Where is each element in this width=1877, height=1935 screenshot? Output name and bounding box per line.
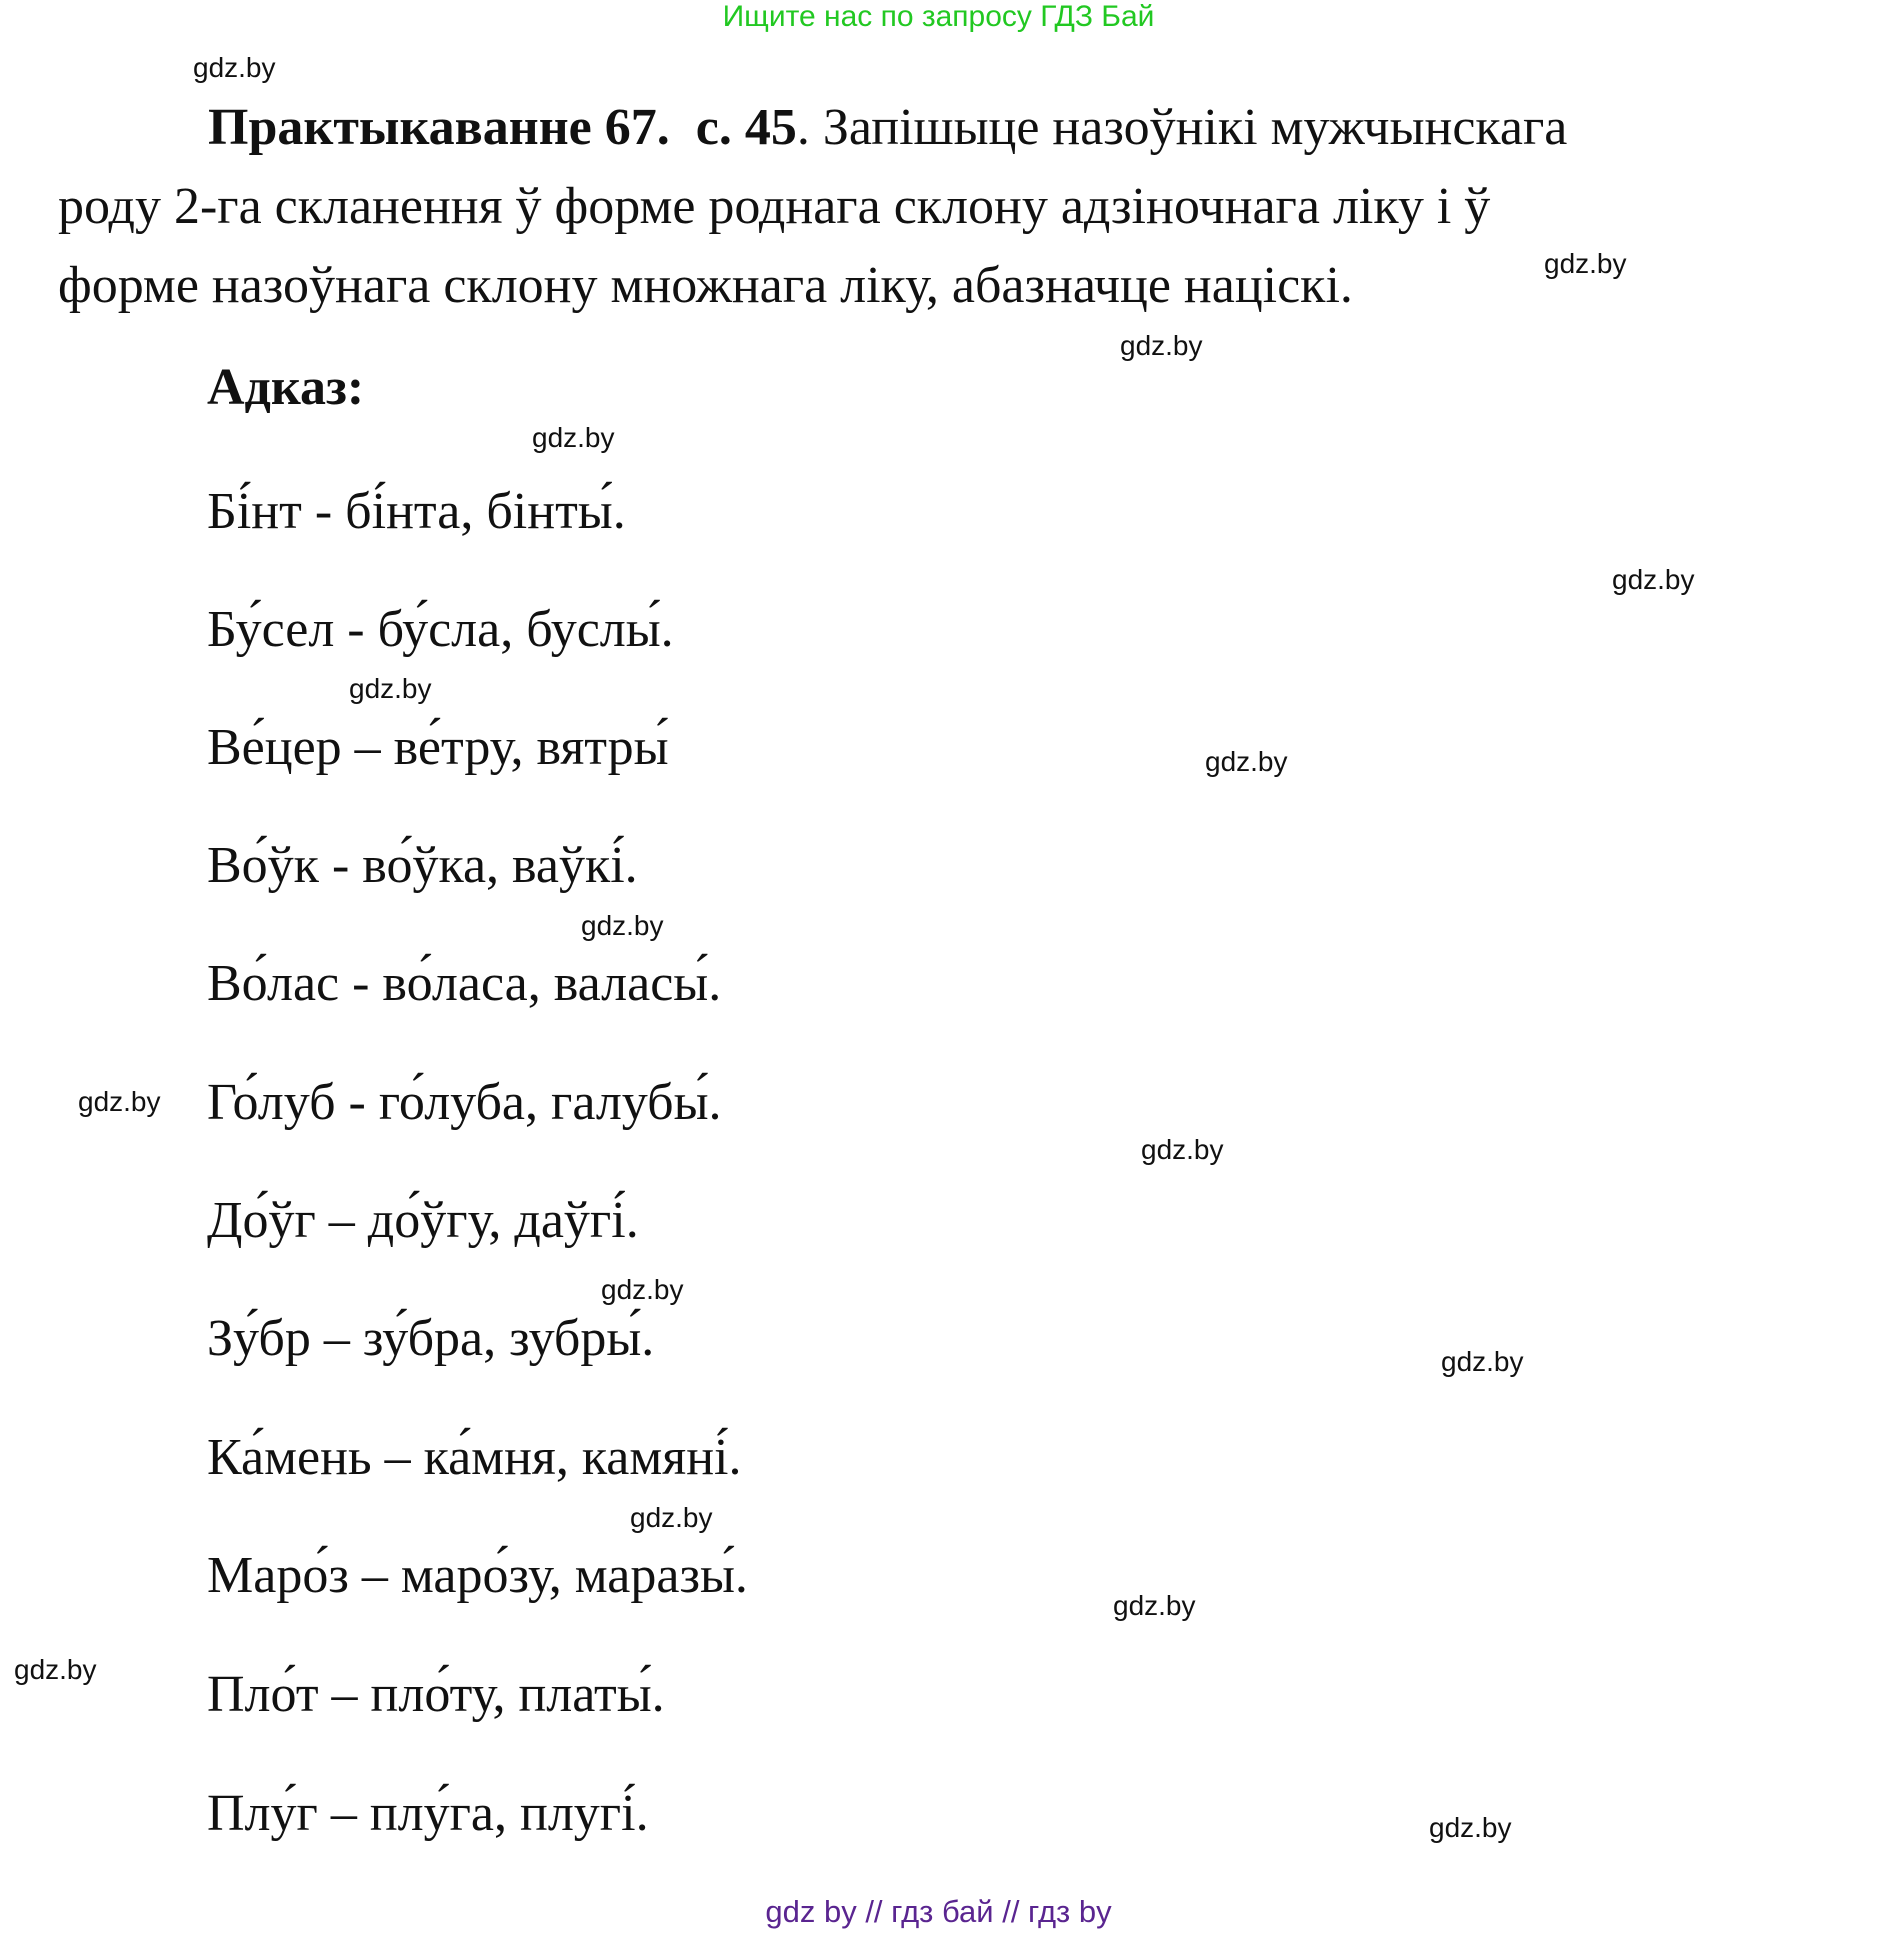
answer-heading: Адказ: (207, 359, 365, 416)
watermark: gdz.by (78, 1086, 161, 1117)
answer-item: Го́луб - го́луба, галубы́. (207, 1074, 722, 1131)
watermark: gdz.by (1205, 746, 1288, 777)
answer-item: Плу́г – плу́га, плугі́. (207, 1785, 649, 1842)
watermark: gdz.by (1612, 564, 1695, 595)
footer-links[interactable]: gdz by // гдз бай // гдз by (765, 1894, 1112, 1929)
watermark: gdz.by (1544, 248, 1627, 279)
watermark: gdz.by (532, 422, 615, 453)
task-number: Практыкаванне 67. (208, 99, 670, 156)
answer-item: Ка́мень – ка́мня, камяні́. (207, 1429, 742, 1486)
task-line-1 (58, 88, 1778, 167)
top-banner: Ищите нас по запросу ГДЗ Бай (722, 0, 1155, 33)
watermark: gdz.by (1113, 1590, 1196, 1621)
watermark: gdz.by (630, 1502, 713, 1533)
watermark: gdz.by (1429, 1812, 1512, 1843)
task-statement (58, 88, 1778, 325)
answer-item: Ве́цер – ве́тру, вятры́ (207, 719, 669, 776)
watermark: gdz.by (581, 910, 664, 941)
watermark: gdz.by (1141, 1134, 1224, 1165)
watermark: gdz.by (1120, 330, 1203, 361)
watermark: gdz.by (601, 1274, 684, 1305)
task-line-3: форме назоўнага склону множнага ліку, абазначце націскі. (58, 257, 1353, 314)
answer-item: До́ўг – до́ўгу, даўгі́. (207, 1192, 639, 1249)
task-text: . Запішыце назоўнікі мужчынскага (796, 99, 1568, 156)
task-line-2: роду 2-га скланення ў форме роднага склону адзіночнага ліку і ў (58, 178, 1491, 235)
answer-item: Зу́бр – зу́бра, зубры́. (207, 1310, 655, 1367)
answer-item: Бу́сел - бу́сла, буслы́. (207, 601, 674, 658)
watermark: gdz.by (193, 52, 276, 83)
answer-item: Пло́т – пло́ту, платы́. (207, 1666, 665, 1723)
watermark: gdz.by (1441, 1346, 1524, 1377)
task-page: с. 45 (695, 99, 797, 156)
watermark: gdz.by (14, 1654, 97, 1685)
answer-item: Бі́нт - бі́нта, бінты́. (207, 483, 626, 540)
answer-item: Во́ўк - во́ўка, ваўкі́. (207, 837, 638, 894)
watermark: gdz.by (349, 673, 432, 704)
answer-item: Во́лас - во́ласа, валасы́. (207, 955, 722, 1012)
answer-item: Маро́з – маро́зу, маразы́. (207, 1547, 748, 1604)
